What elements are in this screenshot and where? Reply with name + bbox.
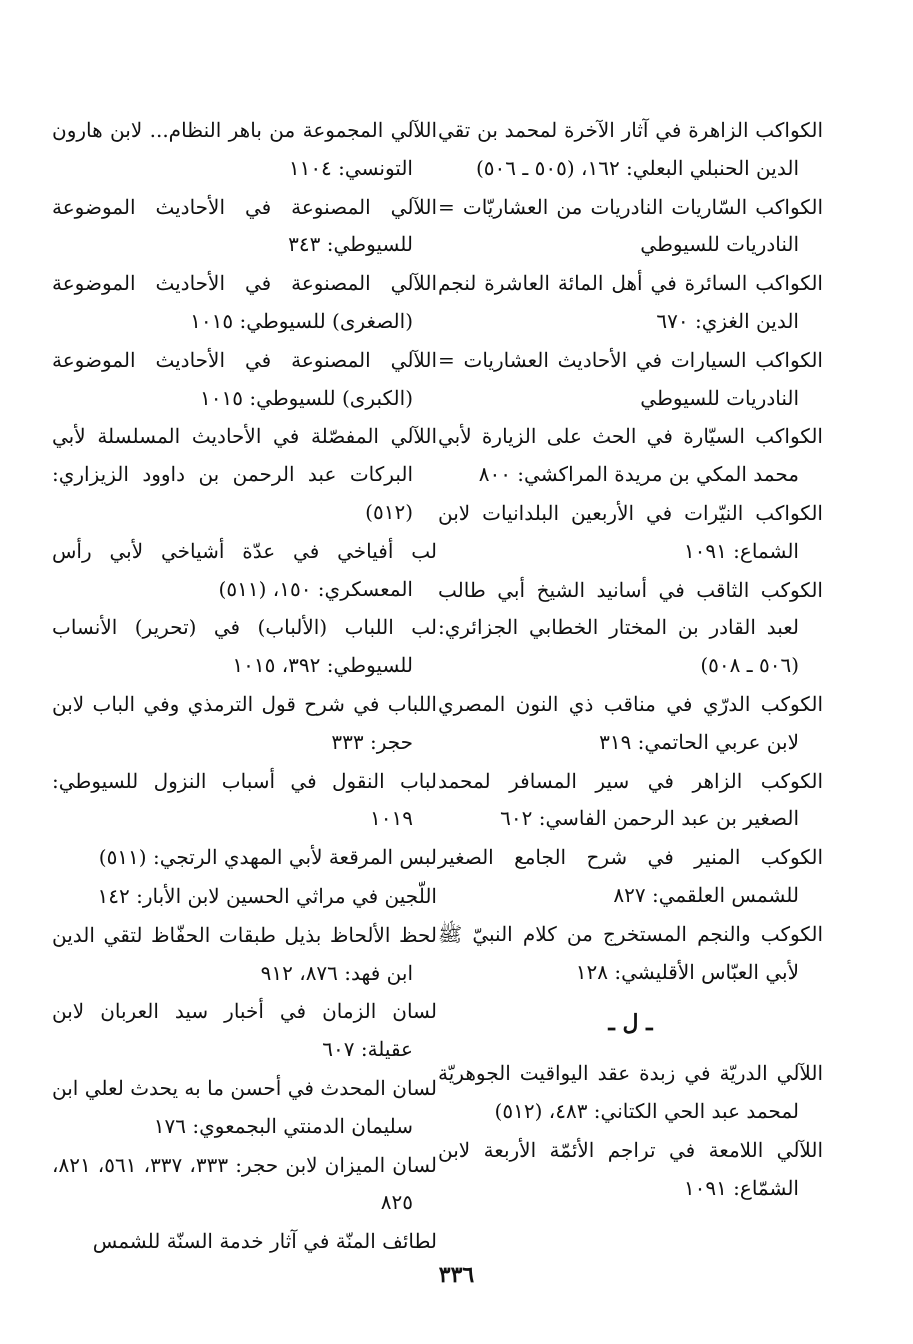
index-column-left — [52, 112, 437, 1262]
entry-text: الكوكب المنير في شرح الجامع الصغير للشمس العلقمي: ٨٢٧ — [438, 845, 823, 907]
index-entry — [52, 342, 437, 418]
entries-kaf-group — [438, 112, 823, 991]
entries-lam-group — [438, 1055, 823, 1207]
entry-text: لب أفياخي في عدّة أشياخي لأبي رأس المعسكري: ١٥٠، (٥١١) — [52, 538, 437, 601]
entry-text: اللآلي المصنوعة في الأحاديث الموضوعة (الصغرى) للسيوطي: ١٠١٥ — [52, 271, 437, 333]
entry-text: اللباب في شرح قول الترمذي وفي الباب لابن حجر: ٣٣٣ — [52, 691, 437, 754]
index-entry — [438, 265, 823, 341]
entry-text: لطائف المنّة في آثار خدمة السنّة للشمس — [92, 1229, 437, 1254]
index-column-right — [438, 112, 823, 1208]
entry-text: لسان المحدث في أحسن ما به يحدث لعلي ابن سليمان الدمنتي البجمعوي: ١٧٦ — [52, 1075, 437, 1138]
entry-text: الكوكب والنجم المستخرج من كلام النبيّ ﷺ لأبي العبّاس الأقليشي: ١٢٨ — [438, 921, 823, 984]
index-entry — [52, 112, 437, 188]
index-entry — [52, 1147, 437, 1223]
entry-text: اللآلي المصنوعة في الأحاديث الموضوعة للسيوطي: ٣٤٣ — [52, 194, 437, 257]
entry-text: اللآلي المجموعة من باهر النظام... لابن هارون التونسي: ١١٠٤ — [52, 118, 437, 180]
index-entry — [438, 763, 823, 839]
index-entry — [52, 917, 437, 993]
index-entry — [438, 1055, 823, 1131]
index-entry — [438, 572, 823, 685]
entry-text: الكوكب الثاقب في أسانيد الشيخ أبي طالب لعبد القادر بن المختار الخطابي الجزائري: (٥٠٦ ـ ٥٠٨) — [438, 577, 823, 678]
index-entry — [438, 342, 823, 418]
page-number: ٣٣٦ — [438, 1262, 475, 1288]
index-entry — [438, 112, 823, 188]
index-entry — [438, 686, 823, 762]
entry-text: لحظ الألحاظ بذيل طبقات الحفّاظ لتقي الدين ابن فهد: ٨٧٦، ٩١٢ — [52, 922, 437, 985]
entry-text: الكواكب الزاهرة في آثار الآخرة لمحمد بن تقي الدين الحنبلي البعلي: ١٦٢، (٥٠٥ ـ ٥٠٦) — [438, 118, 823, 180]
index-entry — [52, 839, 437, 877]
entry-text: الكواكب السائرة في أهل المائة العاشرة لنجم الدين الغزي: ٦٧٠ — [438, 271, 823, 333]
entry-text: لبس المرقعة لأبي المهدي الرتجي: (٥١١) — [98, 845, 437, 870]
index-entry — [438, 495, 823, 571]
entry-text: لسان الزمان في أخبار سيد العربان لابن عقيلة: ٦٠٧ — [52, 999, 437, 1062]
entry-text: لباب النقول في أسباب النزول للسيوطي: ١٠١٩ — [52, 768, 437, 831]
entry-text: الكوكب الدرّي في مناقب ذي النون المصري لابن عربي الحاتمي: ٣١٩ — [438, 691, 823, 754]
entry-text: اللّجين في مراثي الحسين لابن الأبار: ١٤٢ — [97, 883, 437, 908]
entry-text: الكوكب الزاهر في سير المسافر لمحمد الصغير بن عبد الرحمن الفاسي: ٦٠٢ — [438, 768, 823, 831]
index-entry — [438, 1132, 823, 1208]
index-entry — [438, 189, 823, 265]
index-entry — [52, 1070, 437, 1146]
index-entry — [52, 418, 437, 531]
index-entry — [52, 609, 437, 685]
entry-text: لسان الميزان لابن حجر: ٣٣٣، ٣٣٧، ٥٦١، ٨٢١، ٨٢٥ — [52, 1152, 438, 1215]
index-entry — [438, 418, 823, 494]
entry-text: اللآلي المفصّلة في الأحاديث المسلسلة لأبي البركات عبد الرحمن بن داوود الزيزاري: (٥١٢) — [52, 424, 437, 524]
index-entry — [52, 1223, 437, 1261]
entry-text: لب اللباب (الألباب) في (تحرير) الأنساب للسيوطي: ٣٩٢، ١٠١٥ — [52, 615, 437, 678]
index-entry — [52, 265, 437, 341]
entry-text: الكواكب السيّارة في الحث على الزيارة لأبي محمد المكي بن مريدة المراكشي: ٨٠٠ — [438, 424, 823, 487]
index-entry — [52, 763, 437, 839]
entry-text: اللآلي اللامعة في تراجم الأئمّة الأربعة لابن الشمّاع: ١٠٩١ — [438, 1137, 823, 1200]
index-entry — [52, 189, 437, 265]
section-heading-lam: ـ ل ـ — [608, 1010, 653, 1037]
index-entry — [438, 916, 823, 992]
entry-text: اللآلي المصنوعة في الأحاديث الموضوعة (الكبرى) للسيوطي: ١٠١٥ — [52, 347, 437, 410]
entry-text: اللآلي الدريّة في زبدة عقد اليواقيت الجوهريّة لمحمد عبد الحي الكتاني: ٤٨٣، (٥١٢) — [438, 1061, 823, 1123]
index-entry — [438, 839, 823, 915]
index-entry — [52, 878, 437, 916]
entry-text: الكواكب السّاريات النادريات من العشاريّات = النادريات للسيوطي — [438, 194, 823, 257]
entry-text: الكواكب النيّرات في الأربعين البلدانيات لابن الشماع: ١٠٩١ — [438, 500, 823, 563]
index-entry — [52, 686, 437, 762]
index-entry — [52, 993, 437, 1069]
entry-text: الكواكب السيارات في الأحاديث العشاريات = النادريات للسيوطي — [438, 347, 823, 410]
index-entry — [52, 533, 437, 609]
